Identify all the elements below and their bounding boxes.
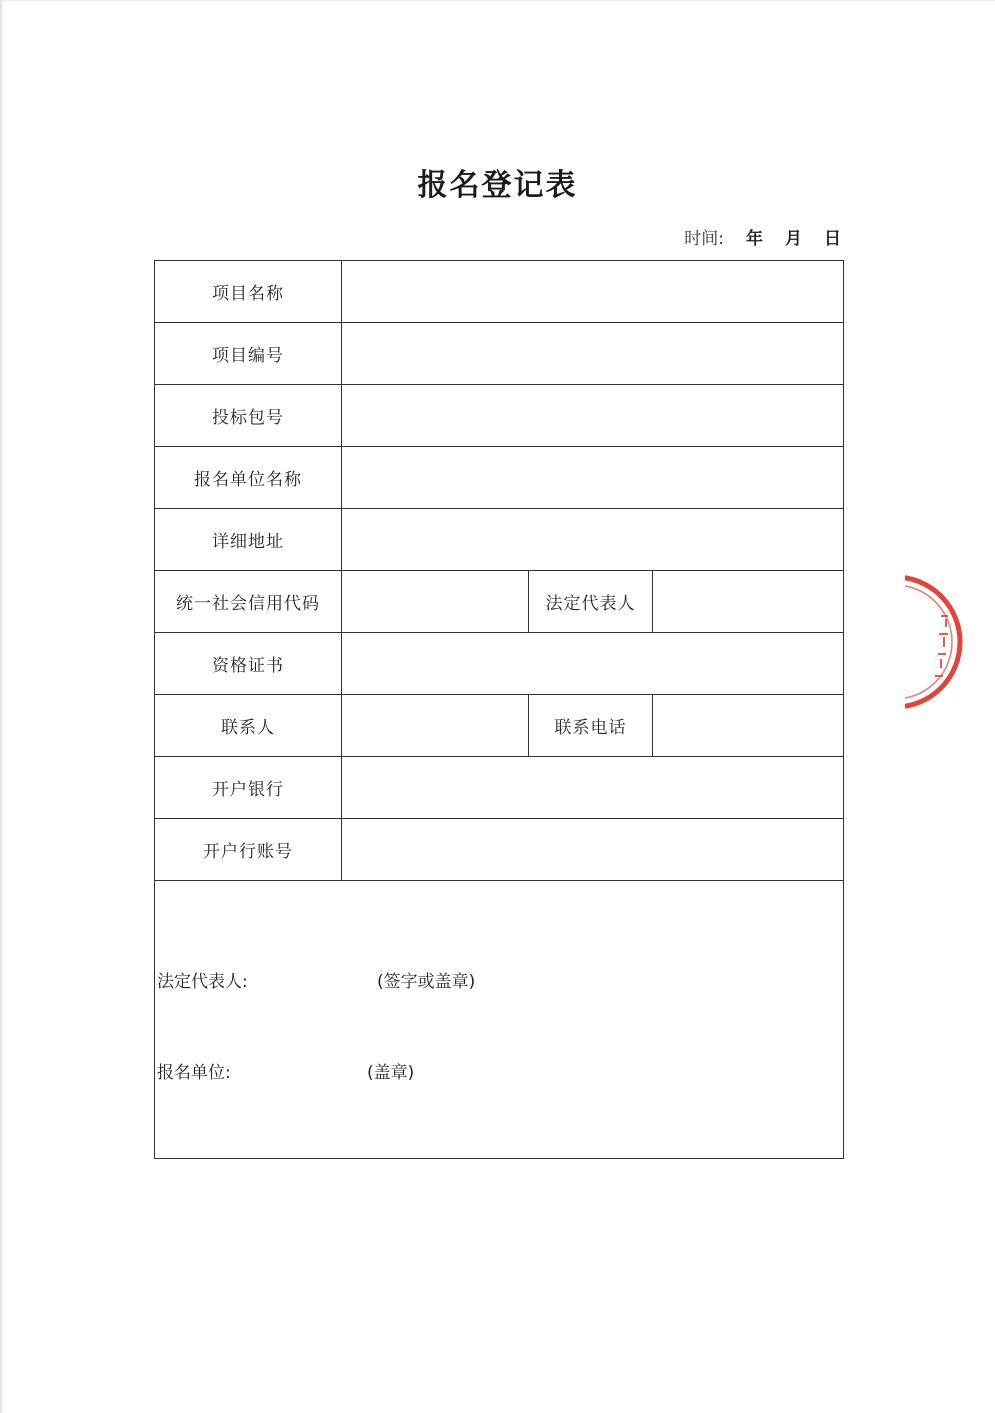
date-year: 年 xyxy=(746,229,763,249)
bank-field[interactable] xyxy=(342,757,844,819)
partial-stamp-seal xyxy=(905,575,995,710)
project-number-label: 项目编号 xyxy=(155,323,342,385)
project-number-field[interactable] xyxy=(342,323,844,385)
row-applicant-name xyxy=(155,447,844,509)
qualification-label: 资格证书 xyxy=(155,633,342,695)
project-name-field[interactable] xyxy=(342,261,844,323)
legal-rep-label: 法定代表人 xyxy=(529,571,653,633)
account-label: 开户行账号 xyxy=(155,819,342,881)
legal-rep-field[interactable] xyxy=(653,571,844,633)
row-project-name xyxy=(155,261,844,323)
qualification-field[interactable] xyxy=(342,633,844,695)
applicant-name-label: 报名单位名称 xyxy=(155,447,342,509)
row-account xyxy=(155,819,844,881)
contact-field[interactable] xyxy=(342,695,529,757)
signature-cell[interactable] xyxy=(155,881,844,1159)
date-label: 时间: xyxy=(684,229,724,249)
row-bank xyxy=(155,757,844,819)
credit-code-field[interactable] xyxy=(342,571,529,633)
row-project-number xyxy=(155,323,844,385)
account-field[interactable] xyxy=(342,819,844,881)
registration-table xyxy=(154,260,844,1159)
date-line xyxy=(684,224,841,249)
row-contact xyxy=(155,695,844,757)
phone-field[interactable] xyxy=(653,695,844,757)
document-title: 报名登记表 xyxy=(417,168,578,203)
signature-box xyxy=(155,881,843,1158)
row-qualification xyxy=(155,633,844,695)
signature-legal-rep-label: 法定代表人: xyxy=(157,972,248,992)
contact-label: 联系人 xyxy=(155,695,342,757)
row-signature xyxy=(155,881,844,1159)
project-name-label: 项目名称 xyxy=(155,261,342,323)
signature-unit-note: (盖章) xyxy=(367,1063,415,1083)
bid-package-label: 投标包号 xyxy=(155,385,342,447)
signature-unit-label: 报名单位: xyxy=(157,1063,231,1083)
row-credit-code xyxy=(155,571,844,633)
phone-label: 联系电话 xyxy=(529,695,653,757)
signature-legal-rep-note: (签字或盖章) xyxy=(377,972,476,992)
credit-code-label: 统一社会信用代码 xyxy=(155,571,342,633)
date-month: 月 xyxy=(785,229,802,249)
bank-label: 开户银行 xyxy=(155,757,342,819)
date-day: 日 xyxy=(824,229,841,249)
address-field[interactable] xyxy=(342,509,844,571)
address-label: 详细地址 xyxy=(155,509,342,571)
bid-package-field[interactable] xyxy=(342,385,844,447)
applicant-name-field[interactable] xyxy=(342,447,844,509)
row-bid-package xyxy=(155,385,844,447)
row-address xyxy=(155,509,844,571)
